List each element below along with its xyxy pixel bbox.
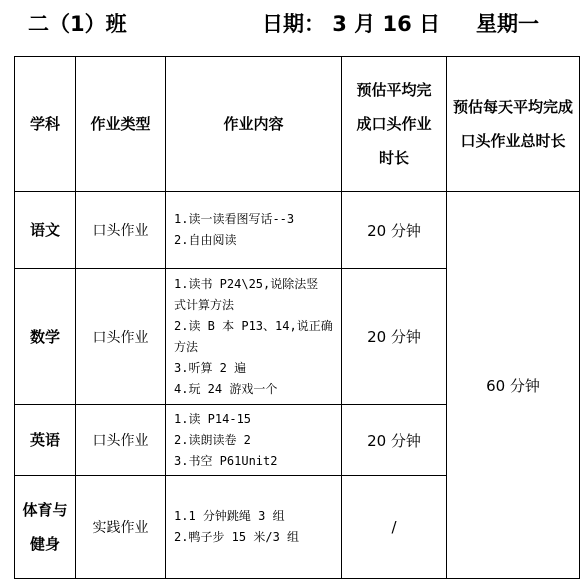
- col-header-total-duration: 预估每天平均完成口头作业总时长: [447, 57, 580, 192]
- type-cell: 口头作业: [76, 269, 166, 405]
- content-cell: [166, 476, 342, 579]
- content-line: 2.读 B 本 P13、14,说正确: [174, 318, 333, 333]
- duration-cell: 20 分钟: [342, 192, 447, 269]
- duration-cell: 20 分钟: [342, 269, 447, 405]
- content-line: 1.读 P14-15: [174, 411, 252, 426]
- content-line: 方法: [174, 339, 199, 354]
- content-cell: [166, 192, 342, 269]
- header-row: [15, 57, 580, 192]
- homework-table: [14, 56, 580, 579]
- type-cell: 口头作业: [76, 192, 166, 269]
- duration-cell: 20 分钟: [342, 405, 447, 476]
- content-line: 2.鸭子步 15 米/3 组: [174, 530, 300, 544]
- page-header: [0, 0, 588, 50]
- col-header-type: 作业类型: [76, 57, 166, 192]
- content-line: 3.听算 2 遍: [174, 360, 247, 375]
- table-row: [15, 192, 580, 269]
- date-label: 日期： 3 月 16 日: [262, 12, 441, 36]
- subject-cell: 英语: [15, 405, 76, 476]
- col-header-content: 作业内容: [166, 57, 342, 192]
- content-line: 4.玩 24 游戏一个: [174, 381, 278, 396]
- total-duration-cell: 60 分钟: [447, 192, 580, 579]
- subject-cell: 数学: [15, 269, 76, 405]
- content-line: 2.读朗读卷 2: [174, 432, 251, 447]
- content-line: 1.读书 P24\25,说除法竖: [174, 276, 319, 291]
- class-name: 二（1）班: [28, 12, 127, 36]
- content-line: 2.自由阅读: [174, 233, 237, 247]
- content-cell: [166, 405, 342, 476]
- content-line: 1.1 分钟跳绳 3 组: [174, 509, 285, 523]
- col-header-subject: 学科: [15, 57, 76, 192]
- weekday-label: 星期一: [476, 12, 539, 36]
- content-line: 1.读一读看图写话--3: [174, 212, 295, 226]
- content-line: 式计算方法: [174, 297, 235, 312]
- subject-cell: 体育与健身: [15, 476, 76, 579]
- type-cell: 口头作业: [76, 405, 166, 476]
- content-cell: [166, 269, 342, 405]
- subject-cell: 语文: [15, 192, 76, 269]
- col-header-avg-duration: 预估平均完成口头作业时长: [342, 57, 447, 192]
- duration-cell: /: [342, 476, 447, 579]
- type-cell: 实践作业: [76, 476, 166, 579]
- content-line: 3.书空 P61Unit2: [174, 453, 278, 468]
